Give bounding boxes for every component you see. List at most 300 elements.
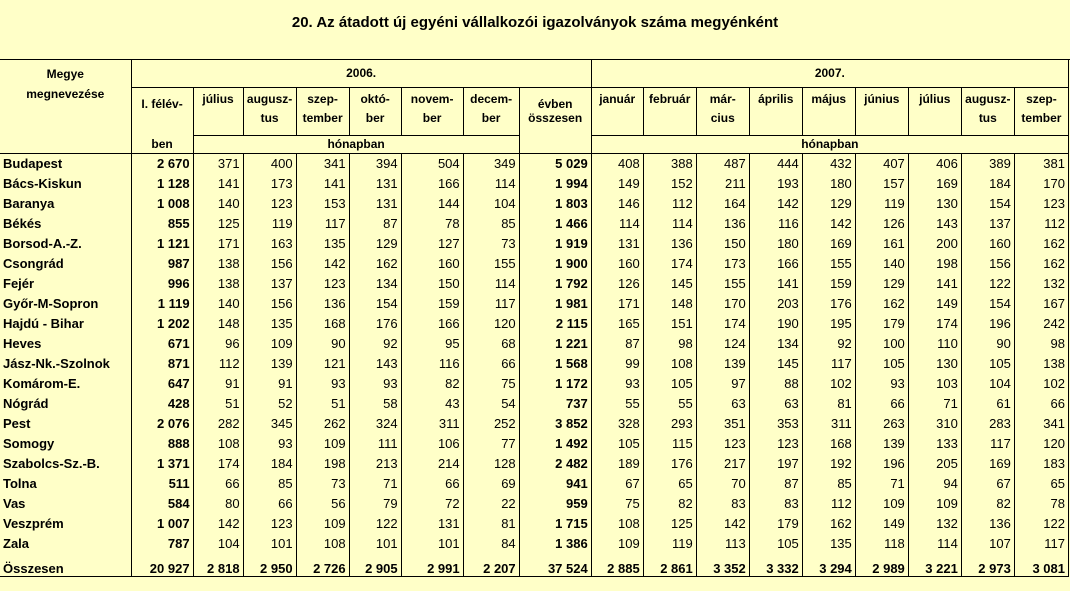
month-2007-value: 63 — [749, 394, 802, 414]
month-2007-value: 105 — [961, 354, 1014, 374]
month-2006-value: 90 — [296, 334, 349, 354]
month-2007-value: 162 — [855, 294, 908, 314]
month-2006-4-a: novem- — [401, 87, 463, 111]
month-2007-value: 112 — [643, 194, 696, 214]
month-2006-value: 140 — [193, 194, 243, 214]
month-2006-value: 116 — [401, 354, 463, 374]
month-2007-value: 105 — [855, 354, 908, 374]
month-2006-value: 66 — [243, 494, 296, 514]
month-2007-value: 351 — [696, 414, 749, 434]
month-2006-value: 114 — [463, 174, 519, 194]
evben-value: 1 981 — [519, 294, 591, 314]
month-2006-value: 176 — [349, 314, 401, 334]
evben-value: 737 — [519, 394, 591, 414]
month-2006-value: 148 — [193, 314, 243, 334]
month-2006-value: 91 — [243, 374, 296, 394]
county-name: Nógrád — [0, 394, 131, 414]
month-2007-value: 149 — [908, 294, 961, 314]
month-2006-value: 104 — [463, 194, 519, 214]
month-2006-value: 51 — [296, 394, 349, 414]
felev-value: 1 119 — [131, 294, 193, 314]
county-name: Borsod-A.-Z. — [0, 234, 131, 254]
year-2007-header: 2007. — [591, 60, 1068, 87]
table-row — [0, 434, 1069, 454]
month-2007-7-a: augusz- — [961, 87, 1014, 111]
month-2006-value: 112 — [193, 354, 243, 374]
month-2007-value: 97 — [696, 374, 749, 394]
month-2007-value: 2 885 — [591, 554, 643, 577]
county-name: Budapest — [0, 153, 131, 174]
month-2007-value: 197 — [749, 454, 802, 474]
month-2006-value: 137 — [243, 274, 296, 294]
month-2007-value: 174 — [908, 314, 961, 334]
month-2007-value: 104 — [961, 374, 1014, 394]
evben-value: 959 — [519, 494, 591, 514]
month-2006-value: 123 — [243, 194, 296, 214]
month-2006-value: 163 — [243, 234, 296, 254]
month-2006-value: 131 — [349, 194, 401, 214]
month-2007-value: 55 — [643, 394, 696, 414]
month-2007-value: 353 — [749, 414, 802, 434]
table-body — [0, 153, 1069, 576]
month-2007-value: 67 — [591, 474, 643, 494]
month-2007-4-b — [802, 111, 855, 135]
month-2007-value: 2 973 — [961, 554, 1014, 577]
month-2006-0-a: július — [193, 87, 243, 111]
month-2007-value: 139 — [696, 354, 749, 374]
month-2006-5-b: ber — [463, 111, 519, 135]
month-2006-value: 141 — [193, 174, 243, 194]
evben-value: 1 466 — [519, 214, 591, 234]
month-2006-value: 134 — [349, 274, 401, 294]
evben-value: 941 — [519, 474, 591, 494]
month-2006-value: 162 — [349, 254, 401, 274]
month-2006-value: 156 — [243, 294, 296, 314]
month-2006-value: 123 — [243, 514, 296, 534]
month-2007-value: 117 — [802, 354, 855, 374]
honapban-2006: hónapban — [193, 135, 519, 153]
felev-value: 20 927 — [131, 554, 193, 577]
month-2007-value: 114 — [643, 214, 696, 234]
month-2006-value: 73 — [296, 474, 349, 494]
month-2006-value: 184 — [243, 454, 296, 474]
month-2007-value: 408 — [591, 153, 643, 174]
month-2006-value: 101 — [349, 534, 401, 554]
month-2007-value: 132 — [1014, 274, 1068, 294]
month-2006-1-a: augusz- — [243, 87, 296, 111]
felev-value: 855 — [131, 214, 193, 234]
county-name: Bács-Kiskun — [0, 174, 131, 194]
month-2007-value: 137 — [961, 214, 1014, 234]
month-2007-value: 117 — [1014, 534, 1068, 554]
month-2007-value: 110 — [908, 334, 961, 354]
county-name: Hajdú - Bihar — [0, 314, 131, 334]
month-2007-value: 200 — [908, 234, 961, 254]
month-2006-value: 173 — [243, 174, 296, 194]
month-2007-value: 81 — [802, 394, 855, 414]
month-2006-value: 154 — [349, 294, 401, 314]
county-name: Somogy — [0, 434, 131, 454]
megye-header-1: Megye — [0, 60, 131, 87]
month-2007-value: 136 — [961, 514, 1014, 534]
month-2007-value: 65 — [1014, 474, 1068, 494]
month-2007-value: 198 — [908, 254, 961, 274]
month-2006-value: 78 — [401, 214, 463, 234]
month-2007-value: 119 — [643, 534, 696, 554]
month-2007-value: 129 — [802, 194, 855, 214]
month-2007-value: 176 — [802, 294, 855, 314]
month-2007-value: 136 — [643, 234, 696, 254]
total-row — [0, 554, 1069, 577]
month-2006-4-b: ber — [401, 111, 463, 135]
month-2007-value: 180 — [802, 174, 855, 194]
month-2006-value: 2 905 — [349, 554, 401, 577]
felev-value: 2 076 — [131, 414, 193, 434]
month-2007-6-a: július — [908, 87, 961, 111]
county-name: Összesen — [0, 554, 131, 577]
table-row — [0, 494, 1069, 514]
felev-value: 996 — [131, 274, 193, 294]
month-2006-value: 109 — [243, 334, 296, 354]
felev-value: 987 — [131, 254, 193, 274]
month-2006-value: 155 — [463, 254, 519, 274]
month-2007-value: 134 — [749, 334, 802, 354]
month-2007-value: 118 — [855, 534, 908, 554]
month-2007-value: 93 — [591, 374, 643, 394]
month-2007-1-a: február — [643, 87, 696, 111]
month-2006-value: 93 — [349, 374, 401, 394]
month-2007-3-b — [749, 111, 802, 135]
month-2007-value: 3 352 — [696, 554, 749, 577]
month-2007-value: 310 — [908, 414, 961, 434]
month-2006-value: 109 — [296, 514, 349, 534]
month-2006-value: 75 — [463, 374, 519, 394]
month-2007-0-a: január — [591, 87, 643, 111]
month-2006-value: 341 — [296, 153, 349, 174]
month-2006-value: 142 — [193, 514, 243, 534]
month-2006-value: 108 — [193, 434, 243, 454]
month-2006-value: 129 — [349, 234, 401, 254]
month-2006-value: 68 — [463, 334, 519, 354]
month-2007-value: 168 — [802, 434, 855, 454]
county-name: Győr-M-Sopron — [0, 294, 131, 314]
evben-value: 1 900 — [519, 254, 591, 274]
month-2007-value: 130 — [908, 194, 961, 214]
month-2007-value: 196 — [855, 454, 908, 474]
month-2006-value: 106 — [401, 434, 463, 454]
felev-value: 1 202 — [131, 314, 193, 334]
month-2006-value: 371 — [193, 153, 243, 174]
month-2007-value: 162 — [802, 514, 855, 534]
month-2006-value: 108 — [296, 534, 349, 554]
data-table — [0, 60, 1069, 577]
month-2006-5-a: decem- — [463, 87, 519, 111]
table-row — [0, 534, 1069, 554]
table-row — [0, 334, 1069, 354]
felev-value: 871 — [131, 354, 193, 374]
month-2007-value: 389 — [961, 153, 1014, 174]
month-2007-value: 140 — [855, 254, 908, 274]
month-2007-value: 75 — [591, 494, 643, 514]
month-2006-value: 54 — [463, 394, 519, 414]
table-row — [0, 414, 1069, 434]
month-2006-value: 117 — [296, 214, 349, 234]
month-2006-value: 123 — [296, 274, 349, 294]
month-2006-value: 104 — [193, 534, 243, 554]
evben-header-2: összesen — [519, 111, 591, 135]
month-2007-value: 171 — [591, 294, 643, 314]
megye-header-2: megnevezése — [0, 87, 131, 111]
month-2006-value: 135 — [243, 314, 296, 334]
month-2006-value: 140 — [193, 294, 243, 314]
month-2007-value: 126 — [855, 214, 908, 234]
month-2007-0-b — [591, 111, 643, 135]
month-2007-value: 100 — [855, 334, 908, 354]
month-2007-value: 93 — [855, 374, 908, 394]
year-2006-header: 2006. — [131, 60, 591, 87]
table-row — [0, 174, 1069, 194]
felev-header-1: I. félév- — [131, 87, 193, 111]
month-2007-value: 293 — [643, 414, 696, 434]
month-2007-value: 242 — [1014, 314, 1068, 334]
month-2006-value: 128 — [463, 454, 519, 474]
month-2007-value: 190 — [749, 314, 802, 334]
month-2007-value: 152 — [643, 174, 696, 194]
felev-value: 1 371 — [131, 454, 193, 474]
month-2006-0-b — [193, 111, 243, 135]
month-2007-value: 156 — [961, 254, 1014, 274]
month-2007-value: 114 — [591, 214, 643, 234]
month-2007-value: 179 — [749, 514, 802, 534]
table-row — [0, 194, 1069, 214]
month-2007-value: 146 — [591, 194, 643, 214]
month-2006-value: 135 — [296, 234, 349, 254]
month-2007-value: 105 — [643, 374, 696, 394]
month-2007-value: 149 — [855, 514, 908, 534]
month-2007-value: 66 — [1014, 394, 1068, 414]
month-2007-value: 98 — [643, 334, 696, 354]
month-2007-value: 108 — [591, 514, 643, 534]
month-2007-value: 136 — [696, 214, 749, 234]
felev-value: 1 008 — [131, 194, 193, 214]
evben-value: 1 492 — [519, 434, 591, 454]
county-name: Pest — [0, 414, 131, 434]
month-2007-value: 135 — [802, 534, 855, 554]
month-2007-value: 3 332 — [749, 554, 802, 577]
evben-value: 37 524 — [519, 554, 591, 577]
month-2006-value: 111 — [349, 434, 401, 454]
month-2007-4-a: május — [802, 87, 855, 111]
month-2007-value: 107 — [961, 534, 1014, 554]
month-2006-value: 324 — [349, 414, 401, 434]
month-2007-value: 114 — [908, 534, 961, 554]
month-2006-value: 80 — [193, 494, 243, 514]
month-2007-value: 131 — [591, 234, 643, 254]
month-2007-value: 205 — [908, 454, 961, 474]
month-2006-value: 166 — [401, 314, 463, 334]
month-2006-value: 93 — [296, 374, 349, 394]
month-2007-value: 166 — [749, 254, 802, 274]
month-2007-value: 143 — [908, 214, 961, 234]
month-2007-value: 192 — [802, 454, 855, 474]
month-2007-value: 169 — [802, 234, 855, 254]
month-2006-value: 84 — [463, 534, 519, 554]
month-2007-value: 141 — [908, 274, 961, 294]
month-2007-5-b — [855, 111, 908, 135]
felev-value: 787 — [131, 534, 193, 554]
month-2007-5-a: június — [855, 87, 908, 111]
month-2006-value: 400 — [243, 153, 296, 174]
month-2007-value: 3 081 — [1014, 554, 1068, 577]
month-2007-value: 142 — [802, 214, 855, 234]
month-2006-value: 92 — [349, 334, 401, 354]
month-2007-value: 174 — [696, 314, 749, 334]
county-name: Veszprém — [0, 514, 131, 534]
month-2007-value: 311 — [802, 414, 855, 434]
month-2006-value: 252 — [463, 414, 519, 434]
month-2006-value: 150 — [401, 274, 463, 294]
month-2007-value: 174 — [643, 254, 696, 274]
evben-value: 1 792 — [519, 274, 591, 294]
month-2007-value: 196 — [961, 314, 1014, 334]
month-2006-value: 2 207 — [463, 554, 519, 577]
month-2007-value: 165 — [591, 314, 643, 334]
month-2007-value: 113 — [696, 534, 749, 554]
table-row — [0, 394, 1069, 414]
month-2007-value: 138 — [1014, 354, 1068, 374]
month-2007-value: 154 — [961, 294, 1014, 314]
month-2007-value: 103 — [908, 374, 961, 394]
month-2007-value: 117 — [961, 434, 1014, 454]
felev-value: 671 — [131, 334, 193, 354]
felev-value: 1 121 — [131, 234, 193, 254]
month-2007-value: 170 — [696, 294, 749, 314]
table-row — [0, 254, 1069, 274]
county-name: Zala — [0, 534, 131, 554]
month-2007-value: 162 — [1014, 234, 1068, 254]
month-2007-value: 2 989 — [855, 554, 908, 577]
month-2007-value: 155 — [802, 254, 855, 274]
month-2006-value: 345 — [243, 414, 296, 434]
felev-value: 2 670 — [131, 153, 193, 174]
felev-header-2: ben — [131, 135, 193, 153]
month-2007-value: 116 — [749, 214, 802, 234]
felev-value: 584 — [131, 494, 193, 514]
month-2006-value: 101 — [243, 534, 296, 554]
month-2006-2-b: tember — [296, 111, 349, 135]
month-2006-value: 125 — [193, 214, 243, 234]
month-2007-value: 388 — [643, 153, 696, 174]
month-2007-value: 65 — [643, 474, 696, 494]
table-row — [0, 454, 1069, 474]
month-2007-value: 164 — [696, 194, 749, 214]
month-2006-value: 131 — [401, 514, 463, 534]
table-row — [0, 214, 1069, 234]
month-2006-value: 213 — [349, 454, 401, 474]
month-2007-value: 105 — [749, 534, 802, 554]
table-row — [0, 234, 1069, 254]
month-2006-2-a: szep- — [296, 87, 349, 111]
month-2006-value: 139 — [243, 354, 296, 374]
month-2006-value: 394 — [349, 153, 401, 174]
month-2007-value: 170 — [1014, 174, 1068, 194]
month-2006-value: 52 — [243, 394, 296, 414]
month-2007-value: 82 — [643, 494, 696, 514]
month-2007-value: 184 — [961, 174, 1014, 194]
month-2007-value: 139 — [855, 434, 908, 454]
evben-value: 1 221 — [519, 334, 591, 354]
month-2006-value: 159 — [401, 294, 463, 314]
month-2006-value: 66 — [463, 354, 519, 374]
month-2006-value: 71 — [349, 474, 401, 494]
county-name: Fejér — [0, 274, 131, 294]
month-2006-value: 81 — [463, 514, 519, 534]
month-2007-value: 341 — [1014, 414, 1068, 434]
month-2007-8-b: tember — [1014, 111, 1068, 135]
month-2006-3-a: októ- — [349, 87, 401, 111]
month-2006-value: 127 — [401, 234, 463, 254]
month-2006-value: 72 — [401, 494, 463, 514]
month-2007-value: 183 — [1014, 454, 1068, 474]
month-2007-value: 83 — [696, 494, 749, 514]
month-2006-value: 156 — [243, 254, 296, 274]
month-2006-value: 66 — [401, 474, 463, 494]
month-2007-value: 123 — [749, 434, 802, 454]
month-2006-value: 120 — [463, 314, 519, 334]
month-2007-value: 195 — [802, 314, 855, 334]
month-2006-value: 121 — [296, 354, 349, 374]
month-2006-value: 87 — [349, 214, 401, 234]
month-2007-value: 283 — [961, 414, 1014, 434]
month-2007-value: 92 — [802, 334, 855, 354]
month-2007-value: 487 — [696, 153, 749, 174]
month-2007-value: 66 — [855, 394, 908, 414]
month-2007-value: 125 — [643, 514, 696, 534]
month-2007-value: 263 — [855, 414, 908, 434]
month-2007-value: 203 — [749, 294, 802, 314]
month-2006-value: 138 — [193, 274, 243, 294]
month-2006-1-b: tus — [243, 111, 296, 135]
month-2006-value: 144 — [401, 194, 463, 214]
county-name: Csongrád — [0, 254, 131, 274]
month-2006-value: 2 726 — [296, 554, 349, 577]
month-2007-value: 157 — [855, 174, 908, 194]
month-2007-value: 130 — [908, 354, 961, 374]
month-2007-value: 169 — [961, 454, 1014, 474]
month-2007-value: 145 — [643, 274, 696, 294]
month-2006-value: 85 — [463, 214, 519, 234]
felev-value: 428 — [131, 394, 193, 414]
month-2007-value: 217 — [696, 454, 749, 474]
month-2007-value: 124 — [696, 334, 749, 354]
county-name: Tolna — [0, 474, 131, 494]
evben-value: 2 115 — [519, 314, 591, 334]
county-name: Jász-Nk.-Szolnok — [0, 354, 131, 374]
month-2006-value: 282 — [193, 414, 243, 434]
county-name: Baranya — [0, 194, 131, 214]
table-row — [0, 514, 1069, 534]
month-2006-value: 73 — [463, 234, 519, 254]
month-2007-value: 3 294 — [802, 554, 855, 577]
table-row — [0, 314, 1069, 334]
county-name: Vas — [0, 494, 131, 514]
month-2007-value: 162 — [1014, 254, 1068, 274]
month-2007-2-a: már- — [696, 87, 749, 111]
month-2007-value: 108 — [643, 354, 696, 374]
month-2007-value: 173 — [696, 254, 749, 274]
month-2007-value: 149 — [591, 174, 643, 194]
month-2007-value: 90 — [961, 334, 1014, 354]
